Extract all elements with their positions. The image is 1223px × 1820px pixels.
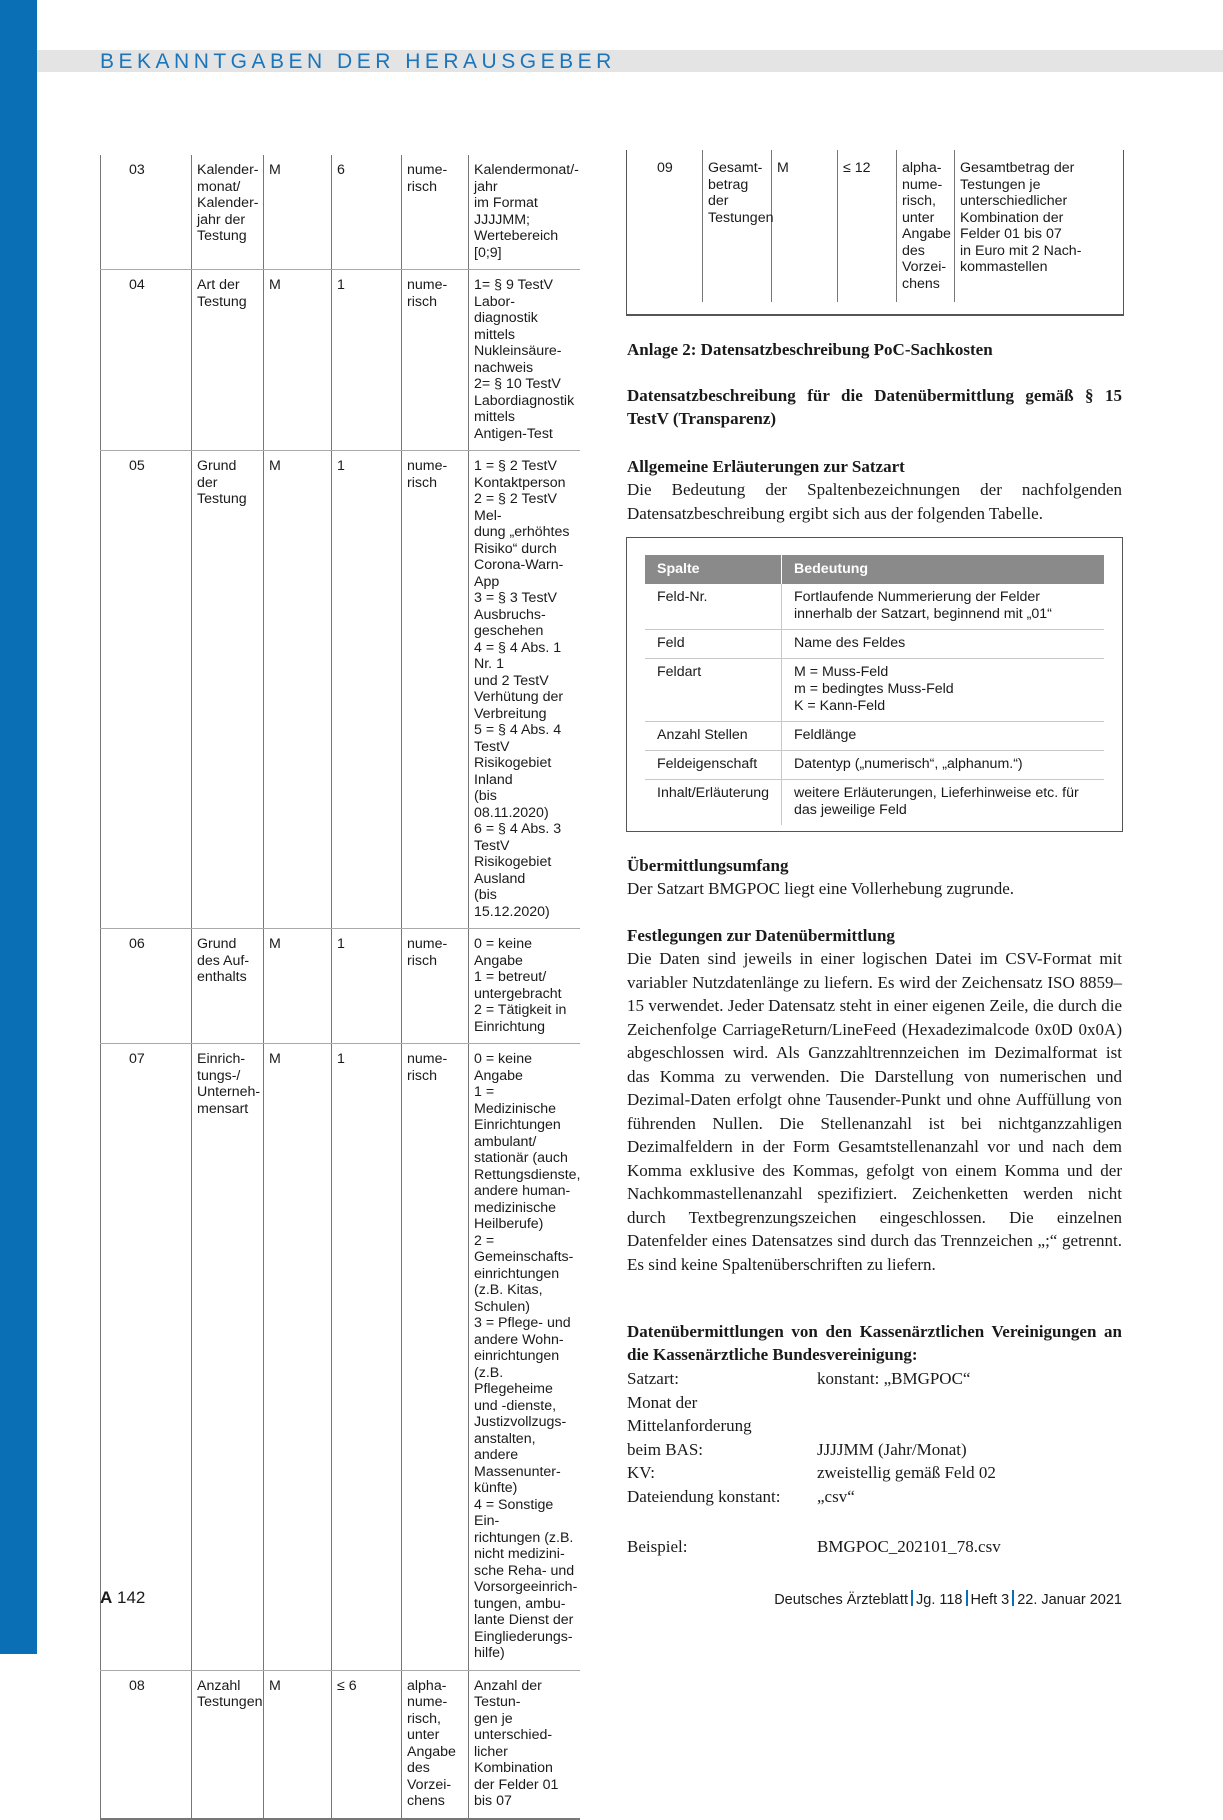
field-length: 1	[332, 1044, 402, 1671]
page-number-value: 142	[117, 1588, 146, 1607]
table-row	[101, 1044, 581, 1671]
anlage-heading: Anlage 2: Datensatzbeschreibung PoC-Sachkosten	[627, 340, 993, 359]
field-description: 1 = § 2 TestV Kontaktperson 2 = § 2 TestV Mel- dung „erhöhtes Risiko“ durch Corona-Warn- App 3 = § 3 TestV Ausbruchs- geschehen 4 = § 4 Abs. 1 Nr. 1 und 2 TestV Verhütung der Verbreitung 5 = § 4 Abs. 4 TestV Risikogebiet Inland (bis 08.11.2020) 6 = § 4 Abs. 3 TestV Risikogebiet Ausland (bis 15.12.2020)	[469, 451, 581, 929]
field-description: 1= § 9 TestV Labor- diagnostik mittels Nukleinsäure- nachweis 2= § 10 TestV Labordiagnostik mittels Antigen-Test	[469, 270, 581, 451]
kv-value: konstant: „BMGPOC“	[817, 1369, 971, 1388]
field-type: M	[264, 155, 332, 270]
example-key: Beispiel:	[627, 1537, 688, 1556]
journal-date: 22. Januar 2021	[1017, 1592, 1122, 1608]
field-property: nume- risch	[402, 155, 469, 270]
table-row	[101, 929, 581, 1044]
field-type: M	[264, 451, 332, 929]
legend-column-name: Inhalt/Erläuterung	[645, 780, 782, 826]
legend-column-name: Feldart	[645, 659, 782, 722]
field-table-right	[627, 150, 1120, 302]
table-row	[627, 150, 1120, 302]
kv-heading: Datenübermittlungen von den Kassenärztlichen Vereinigungen an die Kassenärztliche Bundesvereinigung:	[627, 1322, 1122, 1364]
umfang-heading: Übermittlungsumfang	[627, 856, 789, 875]
legend-column-meaning: Name des Feldes	[782, 630, 1105, 659]
legend-row	[645, 630, 1104, 659]
field-type: M	[772, 150, 838, 302]
field-nr: 05	[101, 451, 192, 929]
field-name: Grund des Auf- enthalts	[192, 929, 264, 1044]
field-length: 6	[332, 155, 402, 270]
kv-key: Dateiendung konstant:	[627, 1486, 781, 1506]
field-name: Grund der Testung	[192, 451, 264, 929]
datensatz-heading: Datensatzbeschreibung für die Datenübermittlung gemäß § 15 TestV (Transparenz)	[627, 386, 1122, 428]
journal-issue: Heft 3	[970, 1592, 1010, 1608]
field-name: Einrich- tungs-/ Unterneh- mensart	[192, 1044, 264, 1671]
field-nr: 06	[101, 929, 192, 1044]
field-nr: 09	[657, 160, 673, 176]
field-description: Kalendermonat/-jahr im Format JJJJMM; Wertebereich [0;9]	[469, 155, 581, 270]
table-row	[101, 155, 581, 270]
allgemein-heading: Allgemeine Erläuterungen zur Satzart	[627, 457, 905, 476]
field-length: ≤ 6	[332, 1670, 402, 1819]
left-accent-bar	[0, 0, 37, 1654]
umfang-text: Der Satzart BMGPOC liegt eine Vollerhebung zugrunde.	[627, 879, 1014, 898]
kv-row	[627, 1367, 1122, 1391]
allgemein-text: Die Bedeutung der Spaltenbezeichnungen der nachfolgenden Datensatzbeschreibung ergibt sich aus der folgenden Tabelle.	[627, 480, 1122, 523]
example-value: BMGPOC_202101_78.csv	[817, 1537, 1001, 1556]
field-property: nume- risch	[402, 929, 469, 1044]
legend-column-meaning: M = Muss-Feld m = bedingtes Muss-Feld K = Kann-Feld	[782, 659, 1105, 722]
field-nr: 04	[101, 270, 192, 451]
field-length: 1	[332, 929, 402, 1044]
field-description: Anzahl der Testun- gen je unterschied- licher Kombination der Felder 01 bis 07	[469, 1670, 581, 1819]
field-property: alpha- nume- risch, unter Angabe des Vorzei- chens	[402, 1670, 469, 1819]
kv-row	[627, 1485, 1122, 1509]
legend-column-name: Feld-Nr.	[645, 584, 782, 630]
legend-column-name: Anzahl Stellen	[645, 722, 782, 751]
journal-volume: Jg. 118	[916, 1592, 963, 1608]
legend-row	[645, 780, 1104, 826]
field-property: nume- risch	[402, 270, 469, 451]
footer-separator	[966, 1590, 968, 1606]
legend-column-meaning: Feldlänge	[782, 722, 1105, 751]
page-number	[100, 1588, 145, 1608]
kv-definition-list	[627, 1367, 1122, 1508]
kv-key: KV:	[627, 1463, 656, 1482]
kv-row	[627, 1391, 1122, 1462]
field-type: M	[264, 1670, 332, 1819]
field-nr: 08	[101, 1670, 192, 1819]
festlegungen-text: Die Daten sind jeweils in einer logischen Datei im CSV-Format mit variabler Nutzdatenlänge zu liefern. Es wird der Zeichensatz ISO 8859–15 verwendet. Jeder Datensatz steht in einer eigenen Zeile, die durch die Zeichenfolge CarriageReturn/LineFeed (Hexadezimalcode 0x0D 0x0A) abgeschlossen wird. Als Ganzzahltrennzeichen im Dezimalformat ist das Komma zu verwenden. Die Darstellung von numerischen und Dezimal-Daten erfolgt ohne Tausender-Punkt und ohne Auffüllung von führenden Nullen. Die Stellenanzahl ist bei nichtganzzahligen Dezimalfeldern in der Form Gesamtstellenanzahl vor und nach dem Komma exklusive des Kommas, gefolgt von einem Komma und der Nachkommastellenanzahl spezifiziert. Zeichenketten werden nicht durch Textbegrenzungszeichen eingeschlossen. Die einzelnen Datenfelder eines Datensatzes sind durch das Trennzeichen „;“ getrennt. Es sind keine Spaltenüberschriften zu liefern.	[627, 949, 1122, 1274]
field-name: Kalender- monat/ Kalender- jahr der Testung	[192, 155, 264, 270]
legend-column-meaning: Datentyp („numerisch“, „alphanum.“)	[782, 751, 1105, 780]
legend-column-meaning: weitere Erläuterungen, Lieferhinweise etc. für das jeweilige Feld	[794, 785, 1079, 818]
kv-row	[627, 1461, 1122, 1485]
field-nr: 07	[101, 1044, 192, 1671]
field-nr: 03	[101, 155, 192, 270]
legend-column-meaning: Fortlaufende Nummerierung der Felder innerhalb der Satzart, beginnend mit „01“	[782, 584, 1105, 630]
legend-row	[645, 659, 1104, 722]
kv-key: Satzart:	[627, 1369, 679, 1388]
kv-key: Monat der Mittelanforderung beim BAS:	[627, 1392, 752, 1459]
table-row	[101, 270, 581, 451]
field-length: ≤ 12	[838, 150, 897, 302]
legend-column-name: Feld	[645, 630, 782, 659]
festlegungen-heading: Festlegungen zur Datenübermittlung	[627, 926, 895, 945]
legend-header-spalte: Spalte	[645, 555, 782, 584]
field-description: Gesamtbetrag der Testungen je unterschiedlicher Kombination der Felder 01 bis 07 in Euro mit 2 Nach- kommastellen	[955, 150, 1121, 302]
field-description: 0 = keine Angabe 1 = Medizinische Einrichtungen ambulant/ stationär (auch Rettungsdienste, andere human- medizinische Heilberufe) 2 = Gemeinschafts- einrichtungen (z.B. Kitas, Schulen) 3 = Pflege- und andere Wohn- einrichtungen (z.B. Pflegeheime und -dienste, Justizvollzugs- anstalten, andere Massenunter- künfte) 4 = Sonstige Ein- richtungen (z.B. nicht medizini- sche Reha- und Vorsorgeeinrich- tungen, ambu- lante Dienst der Eingliederungs- hilfe)	[469, 1044, 581, 1671]
legend-row	[645, 584, 1104, 630]
footer-citation	[700, 1590, 1122, 1609]
field-length: 1	[332, 451, 402, 929]
field-table-left	[100, 155, 580, 1820]
legend-row	[645, 751, 1104, 780]
kv-value: „csv“	[817, 1486, 855, 1506]
kv-value: zweistellig gemäß Feld 02	[817, 1463, 996, 1482]
legend-column-name: Feldeigenschaft	[645, 751, 782, 780]
journal-name: Deutsches Ärzteblatt	[774, 1592, 908, 1608]
page-prefix: A	[100, 1588, 113, 1607]
field-length: 1	[332, 270, 402, 451]
field-name: Anzahl Testungen	[192, 1670, 264, 1819]
footer-separator	[911, 1590, 913, 1606]
kv-value: JJJJMM (Jahr/Monat)	[817, 1439, 967, 1459]
field-type: M	[264, 270, 332, 451]
field-description: 0 = keine Angabe 1 = betreut/ untergebracht 2 = Tätigkeit in Einrichtung	[469, 929, 581, 1044]
table-row	[101, 451, 581, 929]
field-property: nume- risch	[402, 1044, 469, 1671]
field-type: M	[264, 1044, 332, 1671]
table-row	[101, 1670, 581, 1819]
legend-header-bedeutung: Bedeutung	[782, 555, 1105, 584]
legend-row	[645, 722, 1104, 751]
field-property: alpha- nume- risch, unter Angabe des Vorzei- chens	[897, 150, 955, 302]
legend-header-row	[645, 555, 1104, 584]
section-header-title: BEKANNTGABEN DER HERAUSGEBER	[100, 50, 616, 73]
field-property: nume- risch	[402, 451, 469, 929]
field-name: Gesamt- betrag der Testungen	[703, 150, 772, 302]
field-name: Art der Testung	[192, 270, 264, 451]
footer-separator	[1012, 1590, 1014, 1606]
legend-table	[645, 555, 1104, 825]
field-type: M	[264, 929, 332, 1044]
example-row	[627, 1535, 1122, 1559]
